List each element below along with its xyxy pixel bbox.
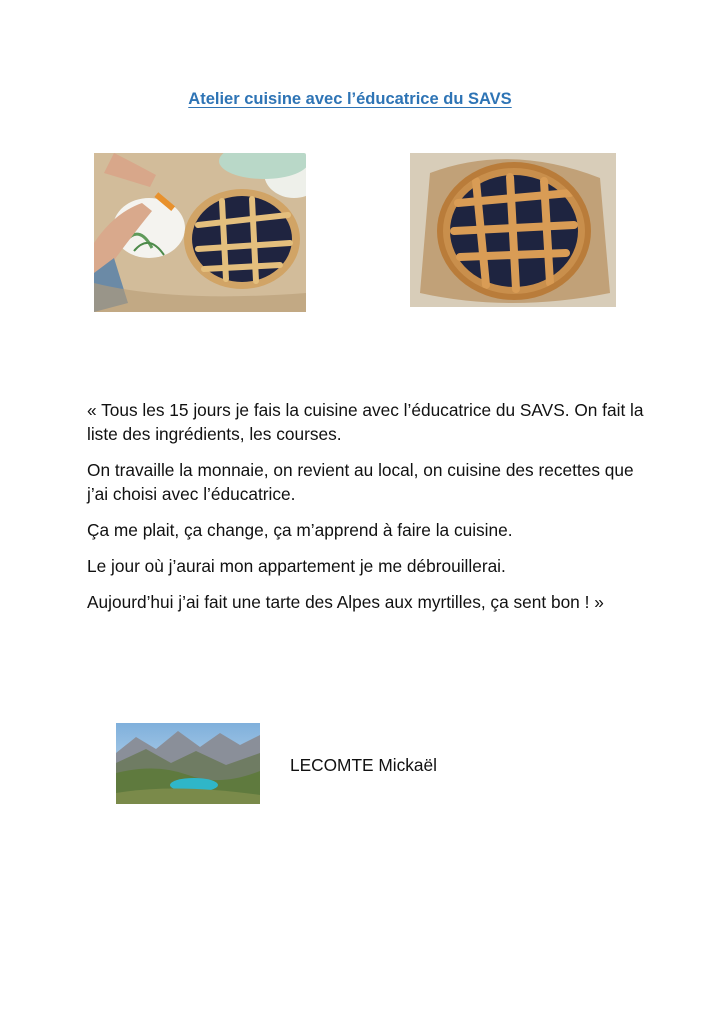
document-title: Atelier cuisine avec l’éducatrice du SAVS xyxy=(188,90,512,108)
paragraph-4: Le jour où j’aurai mon appartement je me débrouillerai. xyxy=(87,556,506,576)
paragraph-5: Aujourd’hui j’ai fait une tarte des Alpes aux myrtilles, ça sent bon ! » xyxy=(87,592,604,612)
author-name: LECOMTE Mickaël xyxy=(290,755,437,775)
tart-preparation-photo xyxy=(94,153,306,312)
testimony-text xyxy=(87,398,647,626)
paragraph-1: « Tous les 15 jours je fais la cuisine avec l’éducatrice du SAVS. On fait la liste des ingrédients, les courses. xyxy=(87,400,644,444)
alpine-lake-photo xyxy=(116,723,260,804)
paragraph-3: Ça me plait, ça change, ça m’apprend à faire la cuisine. xyxy=(87,520,513,540)
finished-tart-photo xyxy=(410,153,616,307)
paragraph-2: On travaille la monnaie, on revient au local, on cuisine des recettes que j’ai choisi avec l’éducatrice. xyxy=(87,460,634,504)
